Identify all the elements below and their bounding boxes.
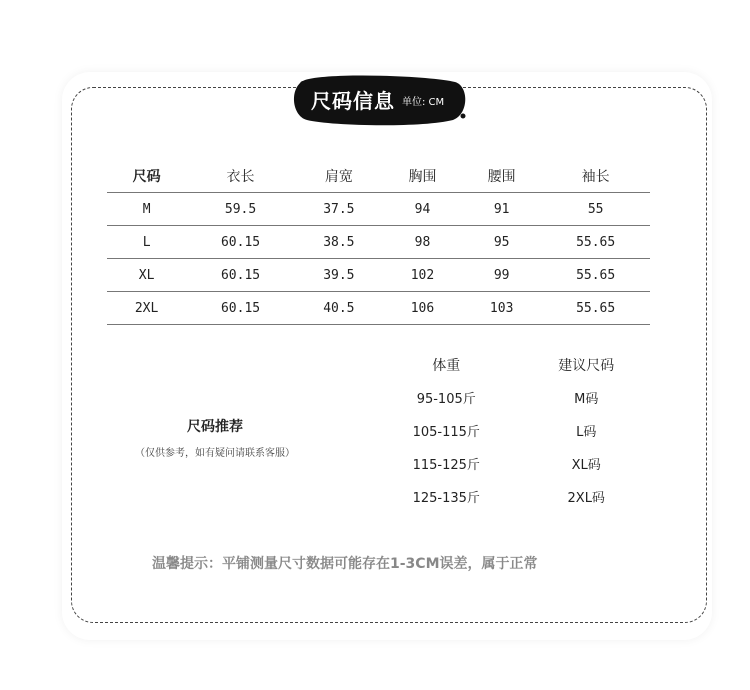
weight-cell: 115-125斤 xyxy=(412,458,480,473)
table-cell: 95 xyxy=(462,226,541,259)
size-cell: 2XL码 xyxy=(567,491,605,506)
size-table xyxy=(107,160,650,325)
table-cell: 94 xyxy=(383,193,462,226)
size-cell: XL码 xyxy=(571,458,601,473)
size-cell: M码 xyxy=(574,392,599,407)
table-cell: 106 xyxy=(383,292,462,325)
table-row xyxy=(107,193,650,226)
header-sleeve: 袖长 xyxy=(541,160,650,193)
header-waist: 腰围 xyxy=(462,160,541,193)
weight-cell: 105-115斤 xyxy=(412,425,480,440)
table-cell: 60.15 xyxy=(186,259,295,292)
table-cell: 55.65 xyxy=(541,259,650,292)
table-cell: XL xyxy=(107,259,186,292)
table-cell: 60.15 xyxy=(186,226,295,259)
table-row xyxy=(107,226,650,259)
table-cell: 55 xyxy=(541,193,650,226)
page-title: 尺码信息 xyxy=(311,89,395,113)
table-cell: 55.65 xyxy=(541,292,650,325)
table-cell: 102 xyxy=(383,259,462,292)
table-cell: 40.5 xyxy=(295,292,383,325)
header-suggested-size: 建议尺码 xyxy=(558,357,615,374)
table-row xyxy=(370,381,650,414)
table-row xyxy=(370,480,650,513)
recommend-header xyxy=(370,348,650,381)
recommend-title: 尺码推荐 xyxy=(187,419,243,435)
unit-label: 单位: CM xyxy=(402,97,445,108)
size-cell: L码 xyxy=(576,425,597,440)
table-row xyxy=(107,292,650,325)
title-badge xyxy=(291,74,469,126)
header-weight: 体重 xyxy=(432,357,461,374)
table-cell: 55.65 xyxy=(541,226,650,259)
table-row xyxy=(370,414,650,447)
weight-cell: 95-105斤 xyxy=(416,392,476,407)
table-cell: 38.5 xyxy=(295,226,383,259)
table-cell: 103 xyxy=(462,292,541,325)
table-cell: 60.15 xyxy=(186,292,295,325)
table-cell: 99 xyxy=(462,259,541,292)
table-cell: 39.5 xyxy=(295,259,383,292)
recommend-table xyxy=(370,348,650,513)
header-size: 尺码 xyxy=(107,160,186,193)
table-cell: 98 xyxy=(383,226,462,259)
table-cell: L xyxy=(107,226,186,259)
table-cell: 59.5 xyxy=(186,193,295,226)
table-cell: M xyxy=(107,193,186,226)
table-row xyxy=(370,447,650,480)
header-length: 衣长 xyxy=(186,160,295,193)
table-cell: 37.5 xyxy=(295,193,383,226)
weight-cell: 125-135斤 xyxy=(412,491,480,506)
warm-tip: 温馨提示：平铺测量尺寸数据可能存在1-3CM误差，属于正常 xyxy=(152,556,538,572)
header-shoulder: 肩宽 xyxy=(295,160,383,193)
table-cell: 91 xyxy=(462,193,541,226)
table-cell: 2XL xyxy=(107,292,186,325)
table-row xyxy=(107,259,650,292)
header-chest: 胸围 xyxy=(383,160,462,193)
recommend-note: （仅供参考，如有疑问请联系客服） xyxy=(135,448,295,459)
size-table-header xyxy=(107,160,650,193)
